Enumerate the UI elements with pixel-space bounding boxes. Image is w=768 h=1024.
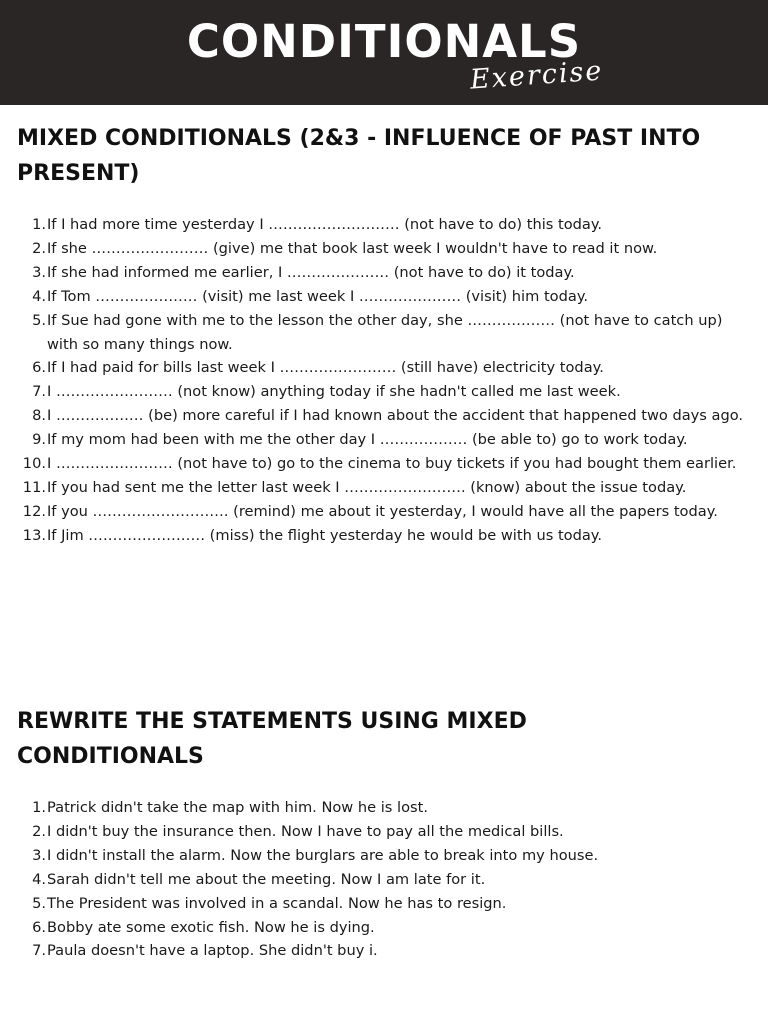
item-number: 12. — [22, 502, 46, 520]
item-number: 2. — [32, 239, 46, 257]
item-text: I …………………… (not have to) go to the cinema to buy tickets if you had bought them earlier. — [47, 455, 737, 473]
exercise-item — [0, 285, 752, 309]
item-text: I didn't buy the insurance then. Now I have to pay all the medical bills. — [47, 822, 564, 840]
page-title: CONDITIONALS — [186, 15, 582, 68]
exercise-item — [0, 213, 752, 237]
item-number: 3. — [32, 846, 46, 864]
exercise-item — [0, 309, 752, 357]
item-text: If she had informed me earlier, I ………………… (not have to do) it today. — [47, 263, 575, 281]
item-text: The President was involved in a scandal. Now he has to resign. — [47, 894, 507, 912]
item-text: Bobby ate some exotic fish. Now he is dying. — [47, 918, 375, 936]
item-number: 1. — [32, 799, 46, 816]
exercise-item — [0, 868, 752, 892]
item-number: 2. — [32, 822, 46, 840]
item-text: I ……………… (be) more careful if I had known about the accident that happened two days ago. — [47, 407, 744, 425]
item-text: If Jim …………………… (miss) the flight yesterday he would be with us today. — [47, 526, 603, 544]
item-text: I …………………… (not know) anything today if she hadn't called me last week. — [47, 383, 621, 401]
item-text: Paula doesn't have a laptop. She didn't buy i. — [47, 942, 378, 960]
item-text: If my mom had been with me the other day I ……………… (be able to) go to work today. — [47, 431, 688, 449]
exercise-item — [0, 939, 752, 963]
exercise-item — [0, 356, 752, 380]
exercise-item — [0, 500, 752, 524]
item-number: 5. — [32, 894, 46, 912]
item-text: If Sue had gone with me to the lesson the other day, she ……………… (not have to catch up) with so many things now. — [47, 311, 723, 353]
item-text: I didn't install the alarm. Now the burglars are able to break into my house. — [47, 846, 599, 864]
item-number: 4. — [32, 870, 46, 888]
exercise-item — [0, 261, 752, 285]
header-banner — [0, 0, 768, 105]
exercise-item — [0, 380, 752, 404]
item-text: If Tom ………………… (visit) me last week I ………………… (visit) him today. — [47, 287, 589, 305]
item-text: If I had more time yesterday I ……………………… (not have to do) this today. — [47, 216, 603, 233]
item-number: 1. — [32, 216, 46, 233]
item-number: 10. — [22, 455, 46, 473]
item-number: 9. — [32, 431, 46, 449]
exercise-item — [0, 404, 752, 428]
exercise-item — [0, 796, 752, 820]
exercise-item — [0, 476, 752, 500]
item-number: 5. — [32, 311, 46, 329]
item-number: 13. — [22, 526, 46, 544]
exercise-item — [0, 916, 752, 940]
exercise-item — [0, 820, 752, 844]
page-subtitle: Exercise — [469, 55, 605, 96]
item-text: Sarah didn't tell me about the meeting. Now I am late for it. — [47, 870, 486, 888]
section1-heading: MIXED CONDITIONALS (2&3 - INFLUENCE OF PAST INTO PRESENT) — [17, 126, 701, 186]
item-number: 7. — [32, 383, 46, 401]
item-number: 3. — [32, 263, 46, 281]
item-text: If you ………………………. (remind) me about it yesterday, I would have all the papers today. — [47, 502, 718, 520]
exercise-item — [0, 892, 752, 916]
exercise-item — [0, 237, 752, 261]
item-number: 4. — [32, 287, 46, 305]
exercise-item — [0, 524, 752, 548]
item-number: 6. — [32, 918, 46, 936]
item-number: 8. — [32, 407, 46, 425]
section2-heading: REWRITE THE STATEMENTS USING MIXED CONDITIONALS — [17, 709, 527, 769]
item-text: If you had sent me the letter last week I ……………………. (know) about the issue today. — [47, 478, 687, 496]
exercise-item — [0, 452, 752, 476]
item-number: 7. — [32, 942, 46, 960]
section1-exercise-list — [0, 213, 752, 548]
item-number: 6. — [32, 359, 46, 377]
exercise-item — [0, 428, 752, 452]
item-text: Patrick didn't take the map with him. Now he is lost. — [47, 799, 428, 816]
exercise-item — [0, 844, 752, 868]
item-text: If she …………………… (give) me that book last week I wouldn't have to read it now. — [47, 239, 658, 257]
section2-exercise-list — [0, 796, 752, 963]
item-text: If I had paid for bills last week I …………………… (still have) electricity today. — [47, 359, 604, 377]
item-number: 11. — [22, 478, 46, 496]
